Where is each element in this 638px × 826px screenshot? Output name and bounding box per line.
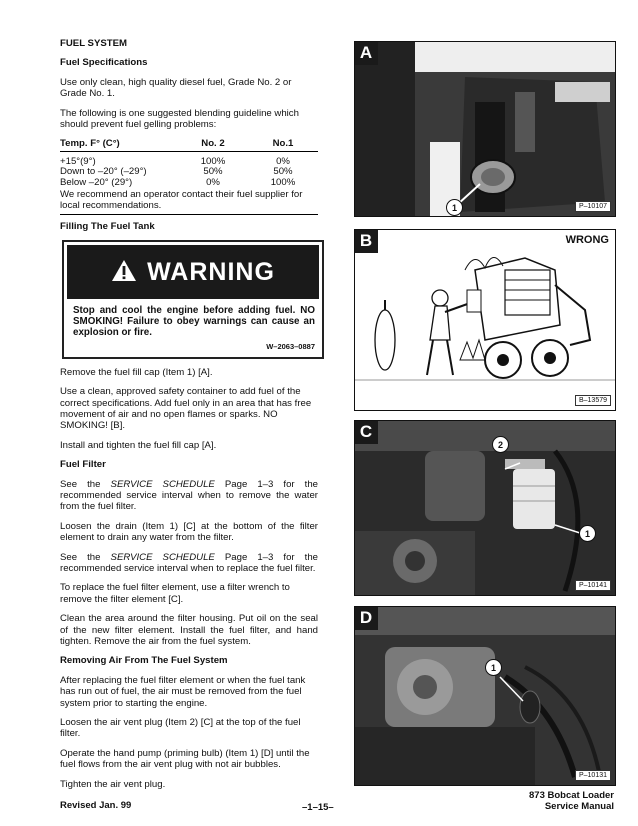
table-cell: 0% [206,176,220,188]
priming-bulb-photo [355,607,615,785]
removing-air-paragraph-2: Loosen the air vent plug (Item 2) [C] at the top of the fuel filter. [60,717,301,740]
removing-air-paragraph-1: After replacing the fuel filter element or when the fuel tank has run out of fuel, the air must be removed from the fuel system prior to starting the engine. [60,674,306,709]
callout-1: 1 [485,659,502,676]
text-run: See the [60,551,111,563]
figure-letter: D [354,606,378,630]
schedule-reference: SERVICE SCHEDULE [110,551,215,563]
warning-title: WARNING [147,257,275,286]
figure-a [354,41,616,217]
schedule-reference: SERVICE SCHEDULE [110,478,215,490]
callout-2: 2 [492,436,509,453]
table-cell: 100% [270,176,296,188]
warning-triangle-icon [111,259,137,285]
filling-paragraph-2: Use a clean, approved safety container to add fuel of the correct specifications. Add fuel only in an area that has free movement of air and no open flames or sparks. NO SMOKING! [B]. [60,386,312,432]
fuel-filter-paragraph-1 [60,479,318,513]
warning-header [67,245,319,299]
refueling-illustration [355,230,615,410]
figure-code: P–10131 [575,770,611,781]
fuel-fill-cap-photo [355,42,615,216]
filling-paragraph-3: Install and tighten the fuel fill cap [A]. [60,439,217,451]
table-row [60,178,318,188]
table-cell: 100% [200,155,226,167]
footer-page-number: –1–15– [302,802,334,813]
filling-heading: Filling The Fuel Tank [60,220,155,232]
table-cell: Down to –20° (–29°) [60,166,147,178]
warning-code: W–2063–0887 [266,342,315,352]
table-header-no1: No.1 [248,138,318,151]
fuel-filter-paragraph-3 [60,552,318,575]
fuel-filter-paragraph-5: Clean the area around the filter housing. Put oil on the seal of the new filter element. Install the fuel filter, and hand tighten. Remove the air from the fuel system. [60,613,318,647]
callout-1: 1 [579,525,596,542]
callout-1: 1 [446,199,463,216]
fuel-specs-paragraph-1: Use only clean, high quality diesel fuel, Grade No. 2 or Grade No. 1. [60,76,292,100]
blend-table [60,138,318,188]
fuel-filter-photo [355,421,615,595]
text-column [60,38,318,798]
fuel-filter-paragraph-2: Loosen the drain (Item 1) [C] at the bottom of the filter element to drain any water from the filter. [60,520,318,544]
table-cell: 50% [203,166,223,178]
text-run: See the [60,478,111,490]
removing-air-paragraph-4: Tighten the air vent plug. [60,778,166,790]
table-header-temp: Temp. F° (C°) [60,138,178,151]
text-run: Page 1–3 for the recommended service interval when to replace the fuel filter. [60,551,319,574]
fuel-specs-heading: Fuel Specifications [60,57,148,69]
warning-box [62,240,324,358]
table-header-no2: No. 2 [178,138,248,151]
removing-air-heading: Removing Air From The Fuel System [60,655,228,667]
figure-letter: B [354,229,378,253]
footer-model: 873 Bobcat Loader [529,790,614,801]
figure-b [354,229,616,411]
fuel-specs-paragraph-3: We recommend an operator contact their fuel supplier for local recommendations. [60,189,318,215]
text-run: Page 1–3 for the recommended service interval when to remove the water from the fuel filter. [60,478,319,513]
fuel-specs-paragraph-2: The following is one suggested blending guideline which should prevent fuel gelling problems: [60,107,299,131]
table-cell: 50% [273,166,293,178]
section-title: FUEL SYSTEM [60,38,127,49]
figure-c [354,420,616,596]
filling-paragraph-1: Remove the fuel fill cap (Item 1) [A]. [60,366,213,378]
wrong-label: WRONG [565,234,609,246]
figure-letter: C [354,420,378,444]
table-cell: Below –20° (29°) [60,176,133,188]
footer-manual: Service Manual [544,801,614,812]
figure-code: P–10141 [575,580,611,591]
figure-letter: A [354,41,378,65]
fuel-filter-heading: Fuel Filter [60,459,106,471]
footer-revision: Revised Jan. 99 [60,800,132,811]
removing-air-paragraph-3: Operate the hand pump (priming bulb) (Item 1) [D] until the fuel flows from the air vent plug with not air bubbles. [60,747,310,771]
table-row [60,151,318,167]
table-cell: +15°(9°) [60,155,96,167]
table-cell: 0% [276,155,290,167]
fuel-filter-paragraph-4: To replace the fuel filter element, use a filter wrench to remove the filter element [C]. [60,582,290,605]
figure-code: P–10107 [575,201,611,212]
warning-text: Stop and cool the engine before adding fuel. NO SMOKING! Failure to obey warnings can cause an explosion or fire. [73,305,315,339]
footer-manual-title [529,790,614,812]
figure-code: B–13579 [575,395,611,406]
figure-d [354,606,616,786]
